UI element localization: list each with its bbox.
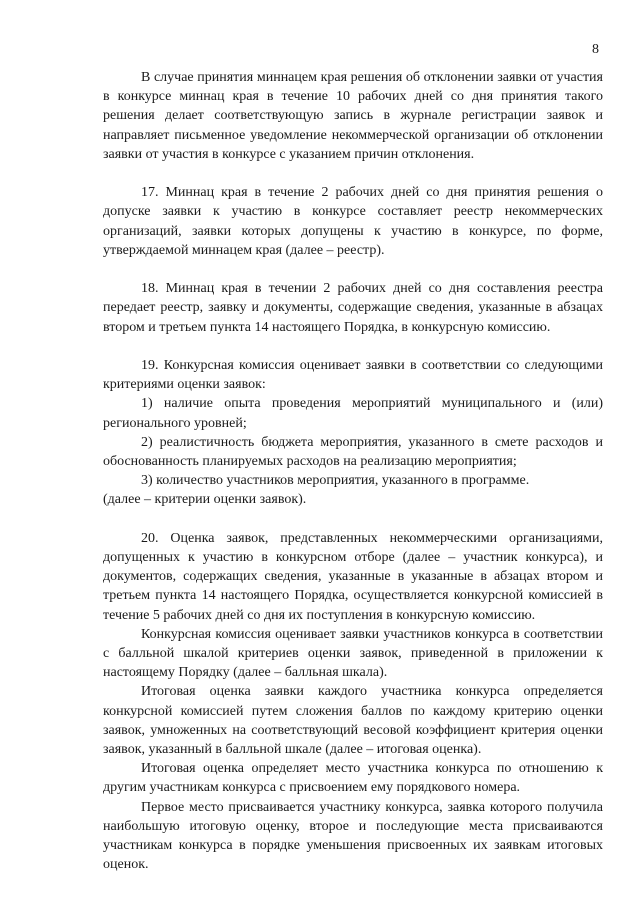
paragraph-18: 18. Миннац края в течении 2 рабочих дней со дня составления реестра передает реестр, заявку и документы, содержащие сведения, указанные в абзацах втором и третьем пункта 14 настоящего Порядка, в конкурсную комиссию. — [103, 281, 603, 335]
paragraph-20-total: Итоговая оценка заявки каждого участника конкурса определяется конкурсной комиссией путем сложения баллов по каждому критерию оценки заявок, умноженных на соответствующий весовой коэффициент критерия оценки заявок, указанный в балльной шкале (далее – итоговая оценка). — [103, 684, 603, 758]
criterion-1: 1) наличие опыта проведения мероприятий муниципального и (или) регионального уровней; — [103, 396, 603, 431]
document-body — [103, 68, 603, 874]
paragraph-20-ranking: Первое место присваивается участнику конкурса, заявка которого получила наибольшую итоговую оценку, второе и последующие места присваиваются участникам конкурса в порядке уменьшения присвоенных их заявкам итоговых оценок. — [103, 799, 603, 873]
paragraph-20-place: Итоговая оценка определяет место участника конкурса по отношению к другим участникам конкурса с присвоением ему порядкового номера. — [103, 761, 603, 796]
criteria-closing: (далее – критерии оценки заявок). — [103, 492, 307, 508]
criterion-3: 3) количество участников мероприятия, указанного в программе. — [141, 473, 530, 489]
paragraph-20-scale: Конкурсная комиссия оценивает заявки участников конкурса в соответствии с балльной шкалой критериев оценки заявок, приведенной в приложении к настоящему Порядку (далее – балльная шкала). — [103, 626, 603, 681]
page-number: 8 — [592, 42, 599, 57]
paragraph-19: 19. Конкурсная комиссия оценивает заявки в соответствии со следующими критериями оценки заявок: — [103, 358, 603, 393]
paragraph-rejection: В случае принятия миннацем края решения об отклонении заявки от участия в конкурсе миннац края в течение 10 рабочих дней со дня принятия такого решения делает соответствующую запись в журнале регистрации заявок и направляет письменное уведомление некоммерческой организации об отклонении заявки от участия в конкурсе с указанием причин отклонения. — [103, 70, 603, 162]
paragraph-20: 20. Оценка заявок, представленных некоммерческими организациями, допущенных к участию в конкурсном отборе (далее – участник конкурса), и документов, содержащих сведения, указанные в указанные в абзацах втором и третьем пункта 14 настоящего Порядка, осуществляется конкурсной комиссией в течение 5 рабочих дней со дня их поступления в конкурсную комиссию. — [103, 530, 603, 623]
criterion-2: 2) реалистичность бюджета мероприятия, указанного в смете расходов и обоснованность планируемых расходов на реализацию мероприятия; — [103, 434, 603, 470]
paragraph-17: 17. Миннац края в течение 2 рабочих дней со дня принятия решения о допуске заявки к участию в конкурсе составляет реестр некоммерческих организаций, заявки которых допущены к участию в конкурсе, по форме, утверждаемой миннацем края (далее – реестр). — [103, 185, 603, 258]
